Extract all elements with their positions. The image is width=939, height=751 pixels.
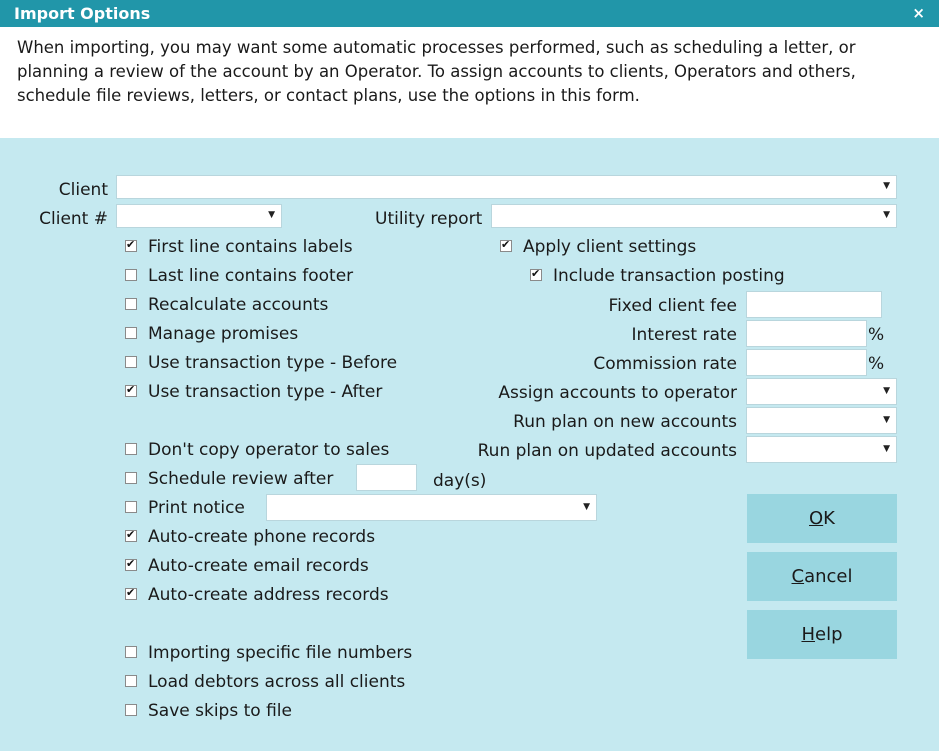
transaction-after-checkbox[interactable] <box>125 385 137 397</box>
ok-button[interactable] <box>747 494 897 543</box>
fixed-client-fee-input[interactable] <box>746 291 882 318</box>
load-debtors-label: Load debtors across all clients <box>148 672 406 692</box>
utility-report-label: Utility report <box>375 209 483 229</box>
manage-promises-label: Manage promises <box>148 324 299 344</box>
run-plan-new-label: Run plan on new accounts <box>513 412 737 432</box>
last-line-footer-label: Last line contains footer <box>148 266 354 286</box>
commission-rate-label: Commission rate <box>593 354 737 374</box>
chevron-down-icon[interactable]: ▼ <box>883 181 890 191</box>
chevron-down-icon[interactable]: ▼ <box>268 210 275 220</box>
auto-address-label: Auto-create address records <box>148 585 389 605</box>
assign-operator-label: Assign accounts to operator <box>498 383 737 403</box>
include-transaction-posting-checkbox[interactable] <box>530 269 542 281</box>
apply-client-settings-label: Apply client settings <box>523 237 697 257</box>
chevron-down-icon[interactable]: ▼ <box>883 210 890 220</box>
auto-email-label: Auto-create email records <box>148 556 369 576</box>
ok-mnemonic: O <box>809 508 824 529</box>
client-number-dropdown[interactable] <box>116 204 282 228</box>
run-plan-updated-dropdown[interactable] <box>746 436 897 463</box>
auto-phone-label: Auto-create phone records <box>148 527 376 547</box>
title-bar <box>0 0 939 27</box>
chevron-down-icon[interactable]: ▼ <box>583 502 590 512</box>
schedule-review-checkbox[interactable] <box>125 472 137 484</box>
specific-file-numbers-checkbox[interactable] <box>125 646 137 658</box>
first-line-labels-checkbox[interactable] <box>125 240 137 252</box>
run-plan-new-dropdown[interactable] <box>746 407 897 434</box>
chevron-down-icon[interactable]: ▼ <box>883 415 890 425</box>
close-icon[interactable]: × <box>912 4 925 22</box>
save-skips-label: Save skips to file <box>148 701 292 721</box>
interest-rate-label: Interest rate <box>631 325 737 345</box>
schedule-review-label: Schedule review after <box>148 469 334 489</box>
auto-address-checkbox[interactable] <box>125 588 137 600</box>
interest-rate-input[interactable] <box>746 320 867 347</box>
recalculate-accounts-label: Recalculate accounts <box>148 295 329 315</box>
specific-file-numbers-label: Importing specific file numbers <box>148 643 413 663</box>
fixed-client-fee-label: Fixed client fee <box>608 296 737 316</box>
transaction-after-label: Use transaction type - After <box>148 382 383 402</box>
cancel-mnemonic: C <box>791 566 805 587</box>
description-text: When importing, you may want some automatic processes performed, such as scheduling a letter, or planning a review of the account by an Operator. To assign accounts to clients, Operators and others, schedule file reviews, letters, or contact plans, use the options in this form. <box>17 38 856 105</box>
dont-copy-operator-checkbox[interactable] <box>125 443 137 455</box>
print-notice-checkbox[interactable] <box>125 501 137 513</box>
manage-promises-checkbox[interactable] <box>125 327 137 339</box>
ok-rest: K <box>823 508 835 529</box>
load-debtors-checkbox[interactable] <box>125 675 137 687</box>
recalculate-accounts-checkbox[interactable] <box>125 298 137 310</box>
interest-percent-label: % <box>868 325 885 345</box>
run-plan-updated-label: Run plan on updated accounts <box>477 441 737 461</box>
save-skips-checkbox[interactable] <box>125 704 137 716</box>
print-notice-label: Print notice <box>148 498 245 518</box>
window-title: Import Options <box>14 4 151 23</box>
cancel-button[interactable] <box>747 552 897 601</box>
chevron-down-icon[interactable]: ▼ <box>883 386 890 396</box>
apply-client-settings-checkbox[interactable] <box>500 240 512 252</box>
client-label: Client <box>58 180 108 200</box>
utility-report-dropdown[interactable] <box>491 204 897 228</box>
commission-percent-label: % <box>868 354 885 374</box>
last-line-footer-checkbox[interactable] <box>125 269 137 281</box>
auto-email-checkbox[interactable] <box>125 559 137 571</box>
cancel-rest: ancel <box>804 566 853 587</box>
client-number-label: Client # <box>39 209 108 229</box>
chevron-down-icon[interactable]: ▼ <box>883 444 890 454</box>
review-days-input[interactable] <box>356 464 417 491</box>
print-notice-dropdown[interactable] <box>266 494 597 521</box>
days-unit-label: day(s) <box>433 471 487 491</box>
assign-operator-dropdown[interactable] <box>746 378 897 405</box>
first-line-labels-label: First line contains labels <box>148 237 353 257</box>
commission-rate-input[interactable] <box>746 349 867 376</box>
transaction-before-checkbox[interactable] <box>125 356 137 368</box>
auto-phone-checkbox[interactable] <box>125 530 137 542</box>
transaction-before-label: Use transaction type - Before <box>148 353 398 373</box>
dont-copy-operator-label: Don't copy operator to sales <box>148 440 390 460</box>
include-transaction-posting-label: Include transaction posting <box>553 266 785 286</box>
help-button[interactable] <box>747 610 897 659</box>
description-panel <box>0 27 939 138</box>
help-mnemonic: H <box>801 624 816 645</box>
help-rest: elp <box>815 624 843 645</box>
client-dropdown[interactable] <box>116 175 897 199</box>
